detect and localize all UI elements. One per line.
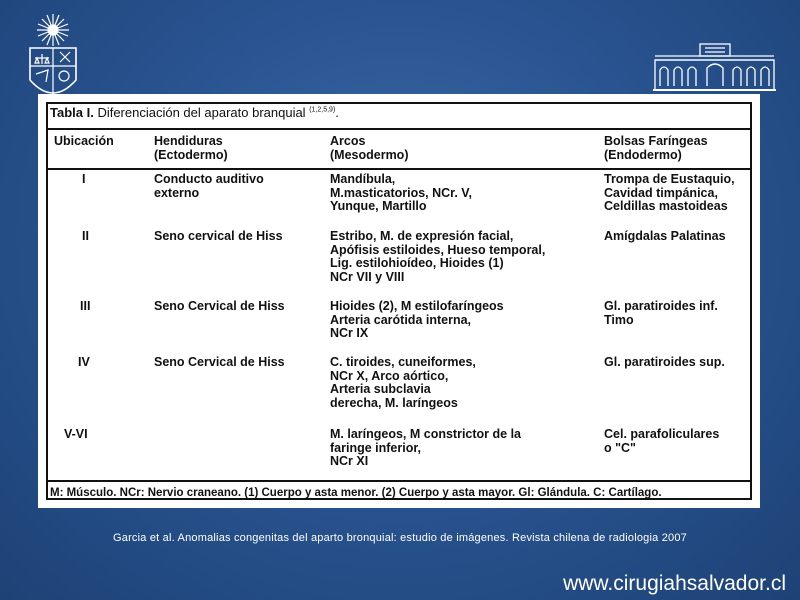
table-footnote: M: Músculo. NCr: Nervio craneano. (1) Cuerpo y asta menor. (2) Cuerpo y asta mayor. Gl: Glándula. C: Cartílago. [50, 487, 662, 499]
footnote-rule [48, 480, 750, 482]
row-2-arcos: Estribo, M. de expresión facial, Apófisis estiloides, Hueso temporal, Lig. estilohioídeo, Hioides (1) NCr VII y VIII [330, 229, 546, 284]
row-5-bolsas: Cel. parafoliculares o "C" [604, 427, 720, 455]
row-4-hendiduras: Seno Cervical de Hiss [154, 355, 285, 369]
row-5-ubicacion: V-VI [64, 427, 88, 441]
row-4-bolsas: Gl. paratiroides sup. [604, 355, 725, 369]
header-bottom-rule [48, 168, 750, 170]
table-title: Tabla I. Diferenciación del aparato branquial $^{(1,2,5,9)}$. [50, 105, 339, 120]
citation: Garcia et al. Anomalias congenitas del aparto bronquial: estudio de imágenes. Revista chilena de radiologia 2007 [113, 532, 687, 544]
header-ubicacion: Ubicación [54, 134, 114, 148]
university-seal-icon [22, 8, 84, 108]
row-3-arcos: Hioides (2), M estilofaríngeos Arteria carótida interna, NCr IX [330, 299, 504, 340]
row-1-arcos: Mandíbula, M.masticatorios, NCr. V, Yunque, Martillo [330, 172, 472, 213]
header-hendiduras: Hendiduras (Ectodermo) [154, 134, 228, 162]
row-3-ubicacion: III [80, 299, 91, 313]
row-1-bolsas: Trompa de Eustaquio, Cavidad timpánica, Celdillas mastoideas [604, 172, 735, 213]
row-3-hendiduras: Seno Cervical de Hiss [154, 299, 285, 313]
row-2-hendiduras: Seno cervical de Hiss [154, 229, 283, 243]
row-2-ubicacion: II [82, 229, 89, 243]
row-1-ubicacion: I [82, 172, 86, 186]
table-card [38, 94, 760, 508]
row-5-arcos: M. laríngeos, M constrictor de la faringe inferior, NCr XI [330, 427, 522, 468]
row-3-bolsas: Gl. paratiroides inf. Timo [604, 299, 718, 327]
hospital-building-icon [652, 42, 777, 94]
row-4-ubicacion: IV [78, 355, 90, 369]
row-2-bolsas: Amígdalas Palatinas [604, 229, 726, 243]
header-arcos: Arcos (Mesodermo) [330, 134, 409, 162]
row-4-arcos: C. tiroides, cuneiformes, NCr X, Arco aórtico, Arteria subclavia derecha, M. laríngeos [330, 355, 476, 410]
table-top-rule [48, 128, 750, 130]
row-1-hendiduras: Conducto auditivo externo [154, 172, 264, 200]
header-bolsas: Bolsas Faríngeas (Endodermo) [604, 134, 708, 162]
website-url: www.cirugiahsalvador.cl [563, 572, 786, 595]
